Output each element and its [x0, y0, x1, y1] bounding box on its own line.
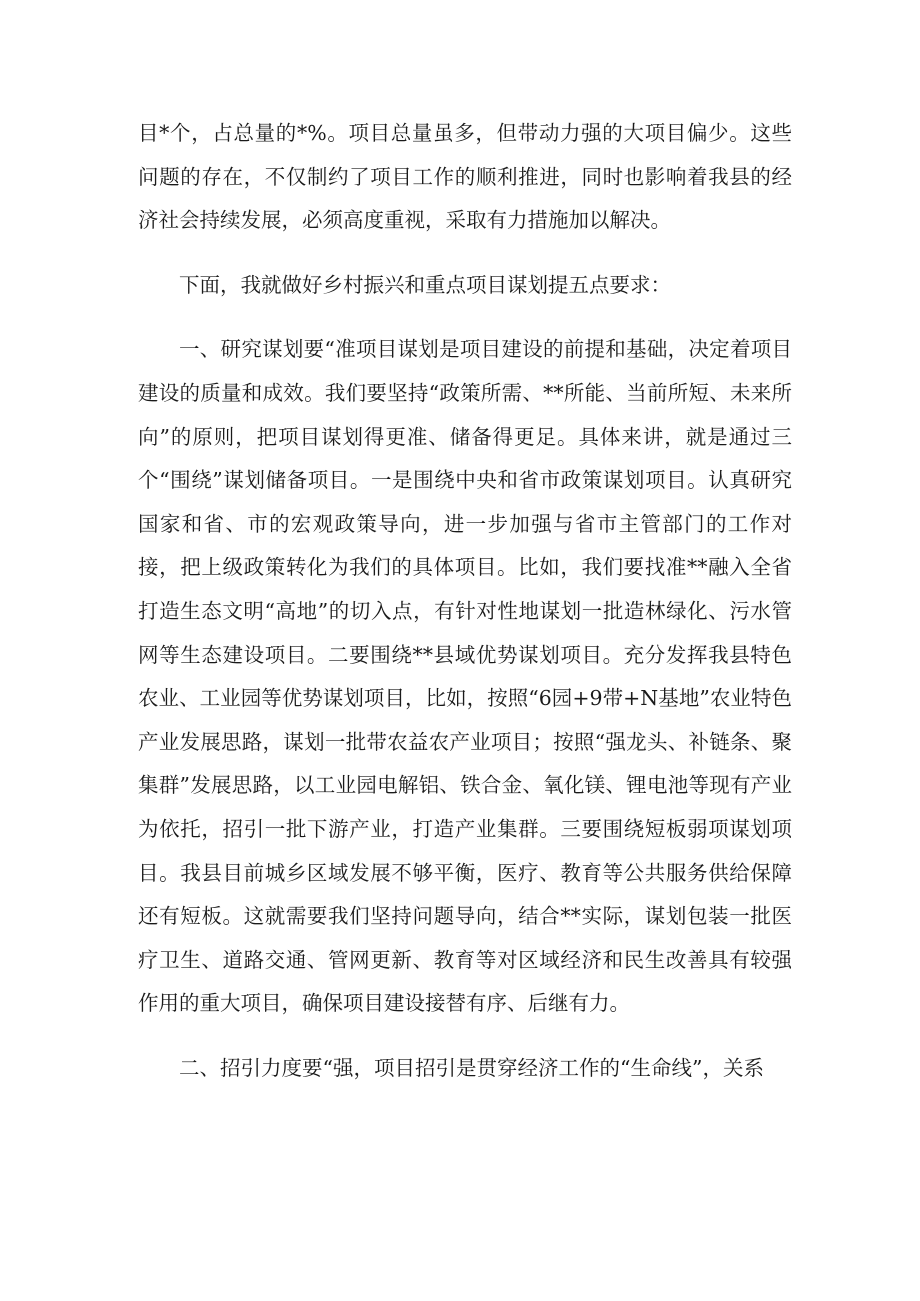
paragraph-gap: [138, 307, 792, 328]
paragraph-gap: [138, 1026, 792, 1047]
paragraph-continuation: 目*个，占总量的*%。项目总量虽多，但带动力强的大项目偏少。这些问题的存在，不仅制约了项目工作的顺利推进，同时也影响着我县的经济社会持续发展，必须高度重视，采取有力措施加以解决。: [138, 121, 792, 233]
paragraph-intro: 下面，我就做好乡村振兴和重点项目谋划提五点要求：: [179, 272, 671, 297]
paragraph-section-two: 二、招引力度要“强，项目招引是贯穿经济工作的“生命线”，关系: [179, 1055, 764, 1080]
document-body: [138, 112, 792, 1090]
paragraph-section-one: 一、研究谋划要“准项目谋划是项目建设的前提和基础，决定着项目建设的质量和成效。我们要坚持“政策所需、**所能、当前所短、未来所向”的原则，把项目谋划得更准、储备得更足。具体来讲，就是通过三个“围绕”谋划储备项目。一是围绕中央和省市政策谋划项目。认真研究国家和省、市的宏观政策导向，进一步加强与省市主管部门的工作对接，把上级政策转化为我们的具体项目。比如，我们要找准**融入全省打造生态文明“高地”的切入点，有针对性地谋划一批造林绿化、污水管网等生态建设项目。二要围绕**县域优势谋划项目。充分发挥我县特色农业、工业园等优势谋划项目，比如，按照“6园+9带+N基地”农业特色产业发展思路，谋划一批带农益农产业项目；按照“强龙头、补链条、聚集群”发展思路，以工业园电解铝、铁合金、氧化镁、锂电池等现有产业为依托，招引一批下游产业，打造产业集群。三要围绕短板弱项谋划项目。我县目前城乡区域发展不够平衡，医疗、教育等公共服务供给保障还有短板。这就需要我们坚持问题导向，结合**实际，谋划包装一批医疗卫生、道路交通、管网更新、教育等对区域经济和民生改善具有较强作用的重大项目，确保项目建设接替有序、后继有力。: [138, 337, 792, 1016]
paragraph-gap: [138, 243, 792, 264]
